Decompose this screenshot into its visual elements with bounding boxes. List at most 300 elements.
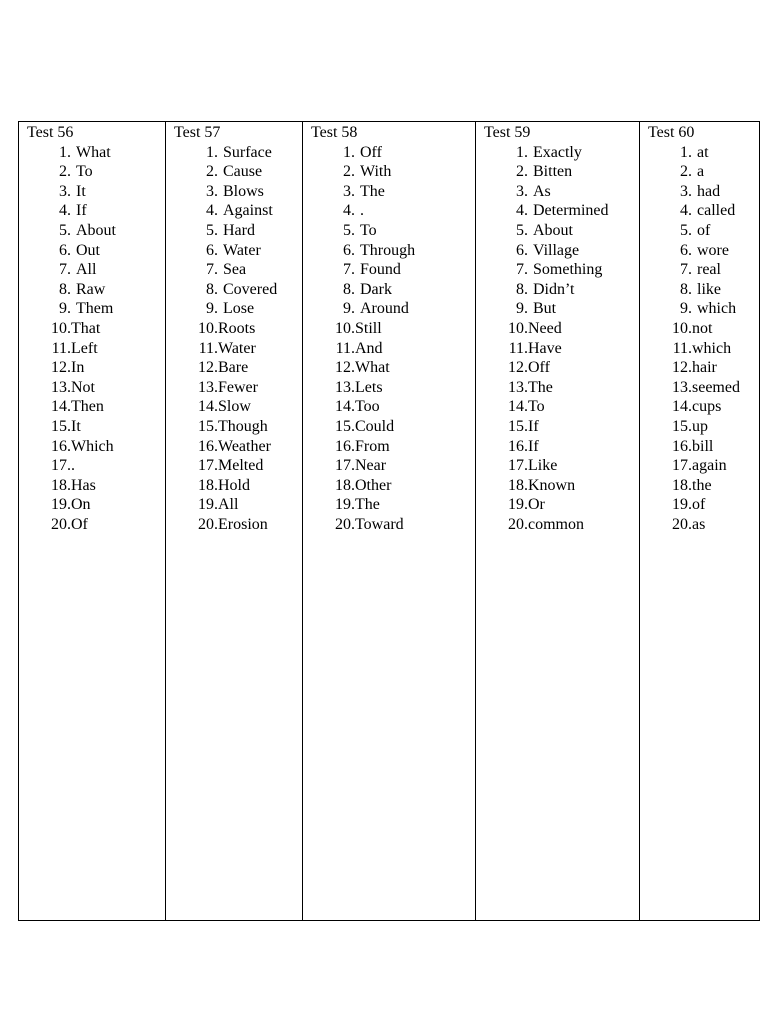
test-60-column xyxy=(640,122,760,921)
item-number: 17. xyxy=(198,457,218,475)
answer-word: Bitten xyxy=(533,163,573,181)
test-58-title: Test 58 xyxy=(311,124,358,141)
list-item xyxy=(27,162,165,182)
list-item xyxy=(484,260,639,280)
item-number: 14. xyxy=(198,398,218,416)
item-number: 19. xyxy=(198,496,218,514)
item-number: 8. xyxy=(343,280,355,298)
answer-word: wore xyxy=(697,241,729,259)
answer-word: Known xyxy=(528,476,576,494)
list-item xyxy=(648,299,759,319)
answer-word: Bare xyxy=(218,359,249,377)
answer-word: Hard xyxy=(223,221,255,239)
item-number: 2. xyxy=(343,163,355,181)
answer-word: Through xyxy=(360,241,416,259)
answer-word: up xyxy=(692,417,708,435)
item-number: 7. xyxy=(680,261,692,279)
item-number: 16. xyxy=(335,437,355,455)
item-number: 20. xyxy=(335,515,355,533)
list-item xyxy=(311,162,475,182)
item-number: 14. xyxy=(51,398,71,416)
list-item xyxy=(27,143,165,163)
test-58-answer-list xyxy=(311,143,475,535)
answer-word: Dark xyxy=(360,280,392,298)
item-number: 8. xyxy=(516,280,528,298)
list-item xyxy=(311,456,475,476)
list-item xyxy=(484,358,639,378)
item-number: 6. xyxy=(206,241,218,259)
list-item xyxy=(174,437,302,457)
item-number: 15. xyxy=(508,417,528,435)
list-item xyxy=(27,378,165,398)
list-item xyxy=(174,358,302,378)
list-item xyxy=(311,417,475,437)
item-number: 9. xyxy=(206,300,218,318)
answer-word: bill xyxy=(692,437,714,455)
list-item xyxy=(648,201,759,221)
item-number: 15. xyxy=(672,417,692,435)
test-59-title: Test 59 xyxy=(484,124,531,141)
list-item xyxy=(311,182,475,202)
item-number: 12. xyxy=(51,359,71,377)
answer-word: In xyxy=(71,359,85,377)
item-number: 16. xyxy=(51,437,71,455)
list-item xyxy=(484,162,639,182)
item-number: 13. xyxy=(51,378,71,396)
list-item xyxy=(174,162,302,182)
list-item xyxy=(648,260,759,280)
answer-word: . xyxy=(360,202,364,220)
item-number: 9. xyxy=(343,300,355,318)
item-number: 11. xyxy=(51,339,71,357)
test-57-column xyxy=(166,122,303,921)
answer-word: Cause xyxy=(223,163,263,181)
answer-word: Toward xyxy=(355,515,404,533)
item-number: 2. xyxy=(516,163,528,181)
answer-word: If xyxy=(76,202,87,220)
item-number: 1. xyxy=(206,143,218,161)
list-item xyxy=(648,495,759,515)
answer-word: Though xyxy=(218,417,268,435)
list-item xyxy=(311,201,475,221)
answer-word: Of xyxy=(71,515,88,533)
list-item xyxy=(484,378,639,398)
answer-word: Covered xyxy=(223,280,278,298)
test-60-answer-list xyxy=(648,143,759,535)
list-item xyxy=(27,260,165,280)
answer-word: Determined xyxy=(533,202,609,220)
list-item xyxy=(27,241,165,261)
list-item xyxy=(27,397,165,417)
list-item xyxy=(648,515,759,535)
item-number: 6. xyxy=(516,241,528,259)
answer-word: With xyxy=(360,163,392,181)
item-number: 16. xyxy=(198,437,218,455)
list-item xyxy=(311,378,475,398)
list-item xyxy=(174,339,302,359)
item-number: 17. xyxy=(508,457,528,475)
answer-word: again xyxy=(692,457,727,475)
answer-word: Against xyxy=(223,202,273,220)
list-item xyxy=(311,437,475,457)
answer-key-table xyxy=(18,121,760,921)
item-number: 5. xyxy=(59,221,71,239)
item-number: 20. xyxy=(198,515,218,533)
list-item xyxy=(648,417,759,437)
answer-word: a xyxy=(697,163,705,181)
answer-word: Too xyxy=(355,398,380,416)
item-number: 11. xyxy=(198,339,218,357)
item-number: 17. xyxy=(672,457,692,475)
item-number: 12. xyxy=(508,359,528,377)
item-number: 2. xyxy=(680,163,692,181)
item-number: 11. xyxy=(335,339,355,357)
list-item xyxy=(311,221,475,241)
list-item xyxy=(484,299,639,319)
item-number: 3. xyxy=(343,182,355,200)
list-item xyxy=(27,515,165,535)
test-60-title: Test 60 xyxy=(648,124,695,141)
answer-word: Or xyxy=(528,496,545,514)
answer-word: Not xyxy=(71,378,95,396)
item-number: 19. xyxy=(508,496,528,514)
test-57-title: Test 57 xyxy=(174,124,221,141)
item-number: 11. xyxy=(508,339,528,357)
list-item xyxy=(311,358,475,378)
item-number: 7. xyxy=(516,261,528,279)
answer-word: Has xyxy=(71,476,96,494)
list-item xyxy=(311,339,475,359)
list-item xyxy=(484,495,639,515)
list-item xyxy=(27,437,165,457)
answer-word: Have xyxy=(528,339,562,357)
item-number: 1. xyxy=(343,143,355,161)
answer-key-row xyxy=(19,122,760,921)
list-item xyxy=(27,182,165,202)
list-item xyxy=(174,260,302,280)
list-item xyxy=(174,221,302,241)
answer-word: of xyxy=(692,496,706,514)
item-number: 13. xyxy=(198,378,218,396)
list-item xyxy=(27,358,165,378)
item-number: 17. xyxy=(51,457,71,475)
answer-word: . xyxy=(71,457,75,475)
answer-word: The xyxy=(360,182,385,200)
list-item xyxy=(311,280,475,300)
list-item xyxy=(174,201,302,221)
answer-word: Fewer xyxy=(218,378,258,396)
answer-word: But xyxy=(533,300,557,318)
answer-word: To xyxy=(76,163,93,181)
list-item xyxy=(648,358,759,378)
list-item xyxy=(648,241,759,261)
item-number: 13. xyxy=(335,378,355,396)
list-item xyxy=(648,221,759,241)
list-item xyxy=(484,456,639,476)
list-item xyxy=(174,417,302,437)
list-item xyxy=(484,241,639,261)
list-item xyxy=(27,495,165,515)
answer-word: If xyxy=(528,437,539,455)
item-number: 7. xyxy=(59,261,71,279)
list-item xyxy=(648,162,759,182)
answer-word: Blows xyxy=(223,182,264,200)
item-number: 19. xyxy=(672,496,692,514)
item-number: 10. xyxy=(198,319,218,337)
answer-word: All xyxy=(76,261,97,279)
list-item xyxy=(311,397,475,417)
item-number: 3. xyxy=(59,182,71,200)
answer-word: Raw xyxy=(76,280,106,298)
item-number: 9. xyxy=(516,300,528,318)
answer-word: Sea xyxy=(223,261,247,279)
item-number: 10. xyxy=(508,319,528,337)
answer-word: Didn’t xyxy=(533,280,575,298)
item-number: 10. xyxy=(672,319,692,337)
list-item xyxy=(648,378,759,398)
answer-word: To xyxy=(360,221,377,239)
answer-word: That xyxy=(71,319,101,337)
item-number: 10. xyxy=(335,319,355,337)
list-item xyxy=(174,495,302,515)
item-number: 3. xyxy=(516,182,528,200)
list-item xyxy=(648,143,759,163)
answer-word: Like xyxy=(528,457,558,475)
item-number: 12. xyxy=(198,359,218,377)
answer-word: as xyxy=(692,515,706,533)
answer-word: at xyxy=(697,143,709,161)
item-number: 18. xyxy=(672,476,692,494)
list-item xyxy=(27,319,165,339)
test-59-answer-list xyxy=(484,143,639,535)
list-item xyxy=(311,299,475,319)
list-item xyxy=(174,182,302,202)
item-number: 15. xyxy=(51,417,71,435)
item-number: 4. xyxy=(59,202,71,220)
list-item xyxy=(27,456,165,476)
answer-word: From xyxy=(355,437,390,455)
answer-word: which xyxy=(692,339,732,357)
answer-word: the xyxy=(692,476,712,494)
answer-word: Lose xyxy=(223,300,255,318)
list-item xyxy=(484,437,639,457)
list-item xyxy=(311,495,475,515)
answer-word: It xyxy=(76,182,86,200)
item-number: 3. xyxy=(206,182,218,200)
list-item xyxy=(648,182,759,202)
list-item xyxy=(27,417,165,437)
item-number: 14. xyxy=(335,398,355,416)
item-number: 17. xyxy=(335,457,355,475)
answer-word: seemed xyxy=(692,378,740,396)
item-number: 20. xyxy=(508,515,528,533)
item-number: 15. xyxy=(335,417,355,435)
item-number: 2. xyxy=(59,163,71,181)
item-number: 13. xyxy=(508,378,528,396)
answer-word: Village xyxy=(533,241,580,259)
item-number: 18. xyxy=(335,476,355,494)
list-item xyxy=(648,280,759,300)
item-number: 8. xyxy=(680,280,692,298)
item-number: 11. xyxy=(672,339,692,357)
answer-word: What xyxy=(355,359,390,377)
answer-word: Surface xyxy=(223,143,272,161)
answer-word: The xyxy=(355,496,380,514)
answer-word: Slow xyxy=(218,398,251,416)
item-number: 14. xyxy=(508,398,528,416)
list-item xyxy=(484,221,639,241)
item-number: 5. xyxy=(680,221,692,239)
list-item xyxy=(648,437,759,457)
list-item xyxy=(27,299,165,319)
item-number: 18. xyxy=(198,476,218,494)
answer-word: Then xyxy=(71,398,104,416)
list-item xyxy=(311,515,475,535)
answer-word: cups xyxy=(692,398,722,416)
list-item xyxy=(484,397,639,417)
item-number: 12. xyxy=(672,359,692,377)
test-59-column xyxy=(476,122,640,921)
answer-word: Exactly xyxy=(533,143,582,161)
answer-word: All xyxy=(218,496,239,514)
answer-word: Left xyxy=(71,339,98,357)
answer-word: The xyxy=(528,378,553,396)
answer-word: which xyxy=(697,300,737,318)
answer-word: like xyxy=(697,280,721,298)
item-number: 5. xyxy=(516,221,528,239)
item-number: 9. xyxy=(680,300,692,318)
answer-word: called xyxy=(697,202,736,220)
item-number: 20. xyxy=(672,515,692,533)
answer-word: Out xyxy=(76,241,100,259)
item-number: 1. xyxy=(516,143,528,161)
item-number: 2. xyxy=(206,163,218,181)
list-item xyxy=(174,241,302,261)
test-56-title: Test 56 xyxy=(27,124,74,141)
answer-word: Something xyxy=(533,261,603,279)
list-item xyxy=(648,476,759,496)
item-number: 9. xyxy=(59,300,71,318)
item-number: 12. xyxy=(335,359,355,377)
item-number: 15. xyxy=(198,417,218,435)
answer-word: Which xyxy=(71,437,114,455)
answer-word: Hold xyxy=(218,476,250,494)
item-number: 1. xyxy=(680,143,692,161)
list-item xyxy=(484,280,639,300)
item-number: 4. xyxy=(343,202,355,220)
test-56-column xyxy=(19,122,166,921)
list-item xyxy=(174,456,302,476)
item-number: 6. xyxy=(680,241,692,259)
list-item xyxy=(174,378,302,398)
answer-word: It xyxy=(71,417,81,435)
answer-word: Off xyxy=(360,143,382,161)
item-number: 16. xyxy=(672,437,692,455)
list-item xyxy=(311,476,475,496)
list-item xyxy=(311,241,475,261)
test-57-answer-list xyxy=(174,143,302,535)
list-item xyxy=(174,143,302,163)
list-item xyxy=(648,456,759,476)
answer-word: Near xyxy=(355,457,387,475)
answer-word: Off xyxy=(528,359,550,377)
list-item xyxy=(484,476,639,496)
answer-word: hair xyxy=(692,359,717,377)
item-number: 3. xyxy=(680,182,692,200)
item-number: 5. xyxy=(343,221,355,239)
answer-word: Could xyxy=(355,417,395,435)
answer-word: If xyxy=(528,417,539,435)
item-number: 20. xyxy=(51,515,71,533)
list-item xyxy=(27,221,165,241)
list-item xyxy=(484,143,639,163)
item-number: 14. xyxy=(672,398,692,416)
item-number: 18. xyxy=(508,476,528,494)
item-number: 7. xyxy=(343,261,355,279)
list-item xyxy=(174,280,302,300)
item-number: 10. xyxy=(51,319,71,337)
answer-word: had xyxy=(697,182,721,200)
answer-word: real xyxy=(697,261,721,279)
answer-word: What xyxy=(76,143,111,161)
answer-word: not xyxy=(692,319,713,337)
answer-word: On xyxy=(71,496,91,514)
item-number: 8. xyxy=(206,280,218,298)
item-number: 18. xyxy=(51,476,71,494)
item-number: 7. xyxy=(206,261,218,279)
list-item xyxy=(174,397,302,417)
list-item xyxy=(27,201,165,221)
answer-word: common xyxy=(528,515,584,533)
list-item xyxy=(648,397,759,417)
answer-word: Need xyxy=(528,319,562,337)
answer-word: Found xyxy=(360,261,401,279)
item-number: 6. xyxy=(59,241,71,259)
item-number: 19. xyxy=(335,496,355,514)
list-item xyxy=(648,339,759,359)
list-item xyxy=(27,280,165,300)
list-item xyxy=(27,339,165,359)
list-item xyxy=(648,319,759,339)
item-number: 8. xyxy=(59,280,71,298)
item-number: 16. xyxy=(508,437,528,455)
answer-word: And xyxy=(355,339,383,357)
answer-word: About xyxy=(76,221,116,239)
list-item xyxy=(484,319,639,339)
item-number: 4. xyxy=(680,202,692,220)
item-number: 6. xyxy=(343,241,355,259)
list-item xyxy=(174,515,302,535)
answer-word: Erosion xyxy=(218,515,268,533)
list-item xyxy=(174,299,302,319)
list-item xyxy=(27,476,165,496)
answer-word: of xyxy=(697,221,711,239)
answer-word: About xyxy=(533,221,573,239)
answer-word: Lets xyxy=(355,378,383,396)
test-56-answer-list xyxy=(27,143,165,535)
list-item xyxy=(484,182,639,202)
item-number: 1. xyxy=(59,143,71,161)
answer-word: As xyxy=(533,182,551,200)
answer-word: Melted xyxy=(218,457,264,475)
answer-word: Around xyxy=(360,300,409,318)
list-item xyxy=(484,417,639,437)
answer-word: To xyxy=(528,398,545,416)
answer-word: Them xyxy=(76,300,114,318)
test-58-column xyxy=(303,122,476,921)
list-item xyxy=(311,319,475,339)
list-item xyxy=(174,319,302,339)
